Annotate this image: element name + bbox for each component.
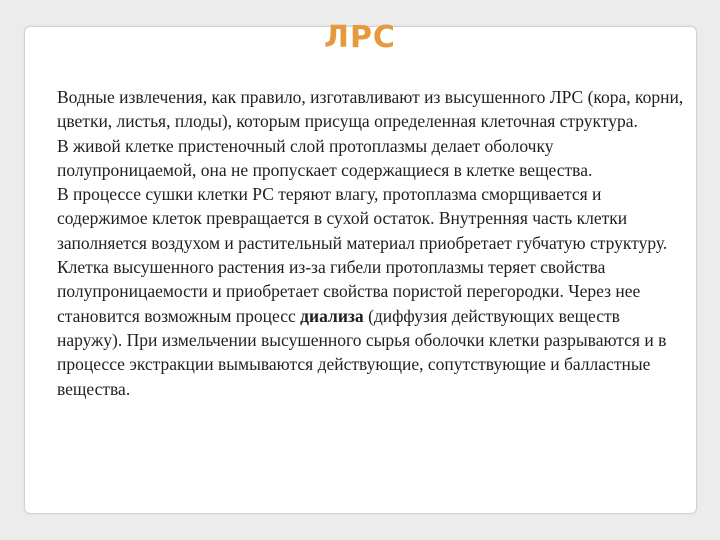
- slide-title: ЛРС: [324, 20, 396, 55]
- paragraph-1: Водные извлечения, как правило, изготавливают из высушенного ЛРС (кора, корни, цветки, листья, плоды), которым присуща определенная клеточная структура.: [57, 87, 684, 132]
- paragraph-2: В живой клетке пристеночный слой протоплазмы делает оболочку полупроницаемой, она не пропускает содержащиеся в клетке вещества.: [57, 135, 593, 180]
- slide-body: [57, 85, 687, 401]
- dialysis-term: диализа: [300, 305, 364, 326]
- paragraph-4-text-start: Клетка высушенного растения из-за гибели протоплазмы теряет свойства полупроницаемости и приобретает свойства пористой перегородки. Через нее становится возможным процесс: [57, 257, 641, 326]
- paragraph-4: [57, 255, 687, 401]
- paragraph-4-text-end: (диффузия действующих веществ наружу). При измельчении высушенного сырья оболочки клетки разрываются и в процессе экстракции вымываются действующие, сопутствующие и балластные вещества.: [57, 305, 667, 399]
- paragraph-3: В процессе сушки клетки РС теряют влагу, протоплазма сморщивается и содержимое клеток превращается в сухой остаток. Внутренняя часть клетки заполняется воздухом и растительный материал приобретает губчатую структуру.: [57, 184, 668, 253]
